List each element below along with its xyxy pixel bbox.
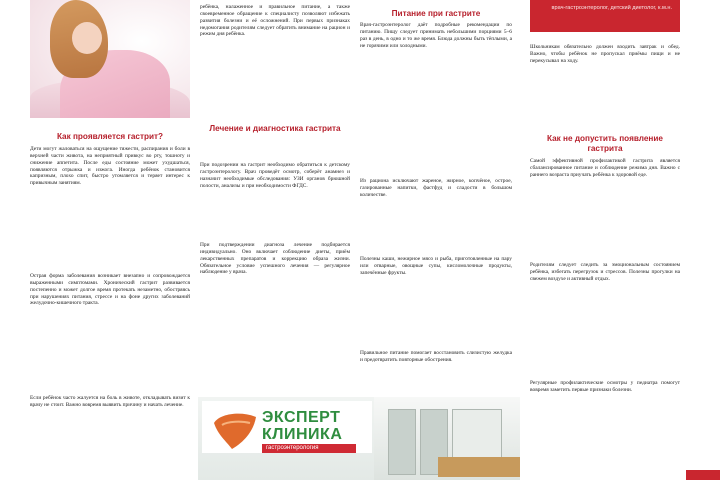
clinic-interior-photo <box>374 397 520 480</box>
column-1 <box>30 0 190 480</box>
column-4 <box>530 0 680 480</box>
paragraph: Школьникам обязательно должен входить завтрак и обед. Важно, чтобы ребёнок не пропускал приёмы пищи и не перекусывал на ходу. <box>530 44 680 64</box>
paragraph: Регулярные профилактические осмотры у педиатра помогут вовремя заметить первые признаки болезни. <box>530 380 680 393</box>
paragraph: Дети могут жаловаться на ощущение тяжести, распирания и боли в верхней части живота, на неприятный привкус во рту, тошноту и снижение аппетита. После еды состояние может ухудшаться, появляются отрыжка и изжога. Иногда ребёнок становится капризным, плохо спит, быстро утомляется и теряет интерес к привычным занятиям. <box>30 146 190 187</box>
heading-nutrition: Питание при гастрите <box>391 9 481 18</box>
clinic-name-line1: ЭКСПЕРТ <box>262 409 341 426</box>
heading-symptoms: Как проявляется гастрит? <box>56 132 164 141</box>
paragraph: Острая форма заболевания возникает внезапно и сопровождается выраженными симптомами. Хронический гастрит развивается постепенно и может долгое время протекать незаметно, обостряясь при нарушениях питания, стрессе и на фоне других заболеваний желудочно-кишечного тракта. <box>30 273 190 307</box>
paragraph: Самой эффективной профилактикой гастрита является сбалансированное питание и соблюдение режима дня. Важно с раннего возраста приучать ребёнка к здоровой еде. <box>530 158 680 178</box>
paragraph: Родителям следует следить за эмоциональным состоянием ребёнка, избегать перегрузок и стрессов. Полезны прогулки на свежем воздухе и активный отдых. <box>530 262 680 282</box>
clinic-advertisement[interactable] <box>198 397 520 480</box>
paragraph: При подозрении на гастрит необходимо обратиться к детскому гастроэнтерологу. Врач проведёт осмотр, соберёт анамнез и назначит необходимые обследования: УЗИ органов брюшной полости, анализы и при необходимости ФГДС. <box>200 162 350 189</box>
paragraph: Врач-гастроэнтеролог даёт подробные рекомендации по питанию. Пищу следует принимать небольшими порциями 5–6 раз в день, в одно и то же время. Блюда должны быть тёплыми, а не горячими или холодными. <box>360 22 512 49</box>
paragraph: Если ребёнок часто жалуется на боль в животе, откладывать визит к врачу не стоит. Важно вовремя выявить причину и начать лечение. <box>30 395 190 408</box>
heading-treatment: Лечение и диагностика гастрита <box>209 124 341 133</box>
paragraph: Из рациона исключают жареное, жирное, копчёное, острое, газированные напитки, фастфуд и сладости в большом количестве. <box>360 178 512 198</box>
liver-logo-icon <box>212 411 258 453</box>
clinic-name-line2: КЛИНИКА <box>262 426 343 443</box>
reception-desk <box>438 457 520 477</box>
heading-prevention: Как не допустить появление гастрита <box>547 134 663 153</box>
clinic-specialty: гастроэнтерология <box>262 444 356 453</box>
section-tab-marker <box>686 470 720 480</box>
clinic-logo-panel <box>202 401 372 453</box>
cabinet-door <box>388 409 416 475</box>
paragraph: Полезны каши, нежирное мясо и рыба, приготовленные на пару или отварные, овощные супы, кисломолочные продукты, запечённые фрукты. <box>360 256 512 276</box>
paragraph: Правильное питание помогает восстановить слизистую желудка и предотвратить повторные обострения. <box>360 350 512 363</box>
author-credentials: врач-гастроэнтеролог, детский диетолог, к.м.н. <box>551 5 672 11</box>
paragraph: ребёнка, налаженное и правильное питание, а также своевременное обращение к специалисту позволяют избежать развития болезни и её осложнений. При первых признаках недомогания родителям следует обратить внимание на рацион и режим дня ребёнка. <box>200 4 350 38</box>
paragraph: При подтверждении диагноза лечение подбирается индивидуально. Оно включает соблюдение диеты, приём лекарственных препаратов и коррекцию образа жизни. Обязательное условие успешного лечения — регулярное наблюдение у врача. <box>200 242 350 276</box>
page-margin <box>690 0 720 480</box>
